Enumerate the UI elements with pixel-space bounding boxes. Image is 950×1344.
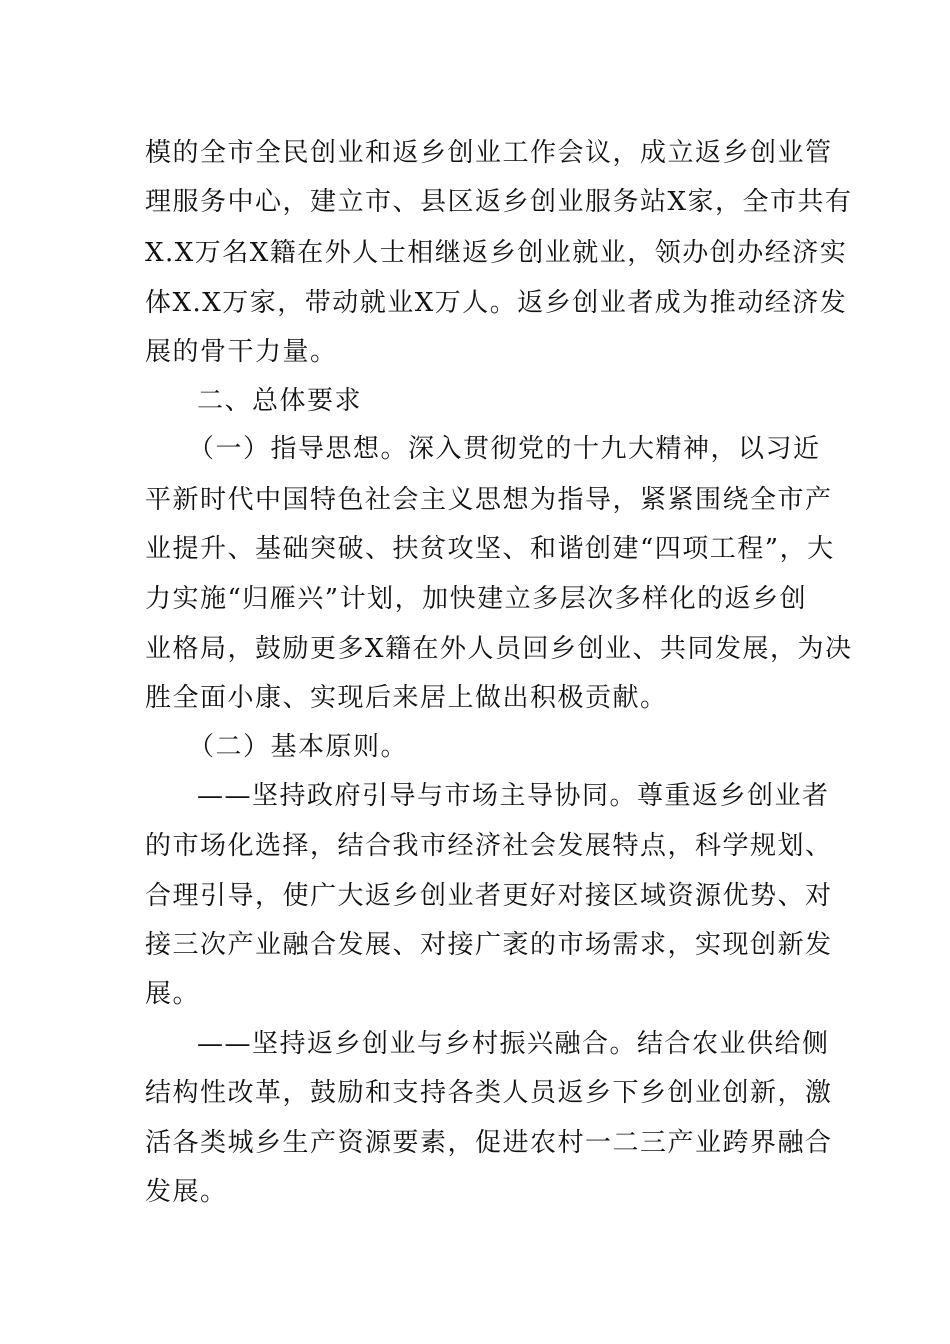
text-line: 平新时代中国特色社会主义思想为指导，紧紧围绕全市产 [145, 485, 833, 515]
text-line: 发展。 [145, 1177, 228, 1207]
text-line: 业提升、基础突破、扶贫攻坚、和谐创建“四项工程”，大 [145, 534, 835, 564]
text-line: 合理引导，使广大返乡创业者更好对接区域资源优势、对 [145, 881, 833, 911]
text-line: 展。 [145, 979, 201, 1009]
text-line: 的市场化选择，结合我市经济社会发展特点，科学规划、 [145, 831, 833, 861]
text-line: 力实施“归雁兴”计划，加快建立多层次多样化的返乡创 [145, 584, 808, 614]
text-line: 活各类城乡生产资源要素，促进农村一二三产业跨界融合 [145, 1128, 833, 1158]
text-line: 结构性改革，鼓励和支持各类人员返乡下乡创业创新，激 [145, 1078, 833, 1108]
text-line: 模的全市全民创业和返乡创业工作会议，成立返乡创业管 [145, 138, 833, 168]
section-heading: 二、总体要求 [197, 386, 363, 416]
principle-heading: ——坚持返乡创业与乡村振兴融合。结合农业供给侧 [197, 1029, 830, 1059]
text-line: 胜全面小康、实现后来居上做出积极贡献。 [145, 683, 668, 713]
text-line: 接三次产业融合发展、对接广袤的市场需求，实现创新发 [145, 930, 833, 960]
text-line: 体X.X万家，带动就业X万人。返乡创业者成为推动经济发 [145, 288, 848, 318]
principle-heading: ——坚持政府引导与市场主导协同。尊重返乡创业者 [197, 781, 830, 811]
text-line: X.X万名X籍在外人士相继返乡创业就业，领办创办经济实 [145, 238, 848, 268]
subsection-heading: （二）基本原则。 [188, 732, 409, 762]
text-line: 理服务中心，建立市、县区返乡创业服务站X家，全市共有 [145, 187, 853, 217]
text-line: 展的骨干力量。 [145, 337, 338, 367]
text-line: 业格局，鼓励更多X籍在外人员回乡创业、共同发展，为决 [145, 634, 853, 664]
subsection-heading: （一）指导思想。深入贯彻党的十九大精神，以习近 [188, 434, 821, 464]
